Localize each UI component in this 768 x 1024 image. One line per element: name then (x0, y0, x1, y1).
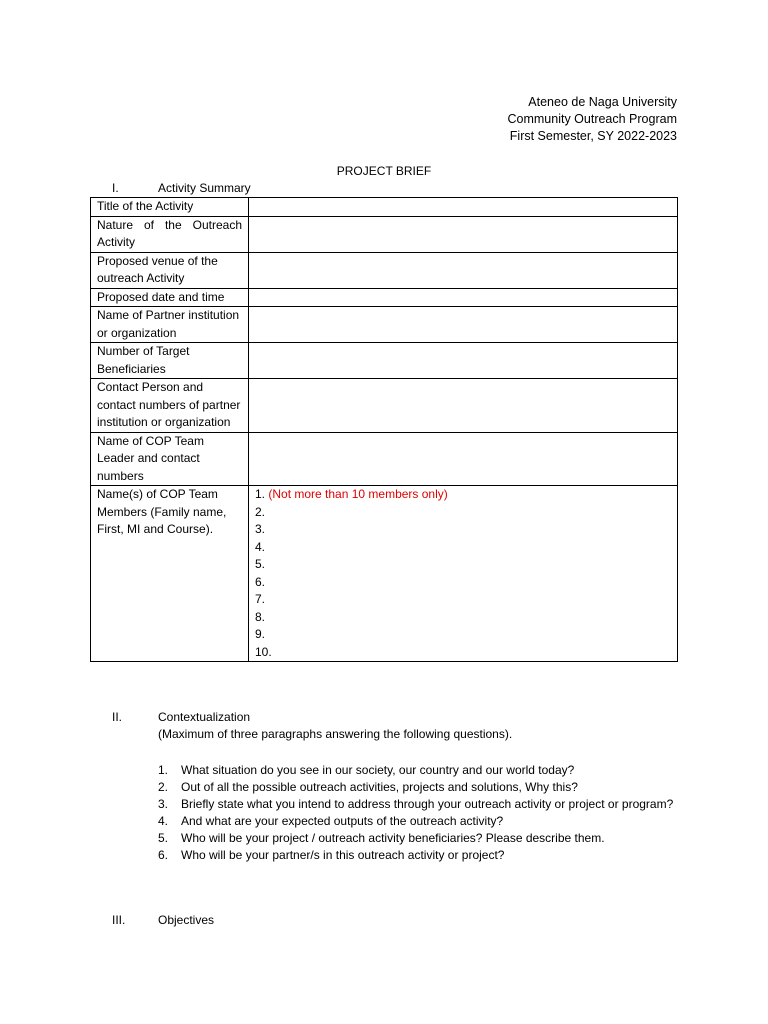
question-text: Who will be your project / outreach activity beneficiaries? Please describe them. (181, 831, 605, 845)
question-number: 3. (158, 797, 169, 811)
table-row (91, 252, 678, 288)
row-label: Number of Target Beneficiaries (91, 343, 249, 379)
question-number: 6. (158, 848, 169, 862)
table-row (91, 432, 678, 486)
list-item (158, 779, 678, 796)
row-value-cell (249, 307, 678, 343)
table-row (91, 307, 678, 343)
row-label: Contact Person and contact numbers of partner institution or organization (91, 379, 249, 433)
question-list (158, 762, 678, 864)
row-label: Name of Partner institution or organization (91, 307, 249, 343)
row-label: Proposed venue of the outreach Activity (91, 252, 249, 288)
document-title: PROJECT BRIEF (336, 164, 432, 178)
program-name: Community Outreach Program (507, 112, 677, 126)
member-number: 7. (255, 592, 266, 606)
university-name: Ateneo de Naga University (528, 95, 677, 109)
member-number: 2. (255, 504, 266, 519)
question-text: Out of all the possible outreach activities, projects and solutions, Why this? (181, 780, 578, 794)
section-1-title: Activity Summary (158, 181, 251, 195)
member-number: 6. (255, 574, 266, 589)
list-item (158, 813, 678, 830)
table-row (91, 198, 678, 217)
row-value-cell (249, 288, 678, 307)
document-header (507, 94, 677, 145)
row-label: Proposed date and time (91, 288, 249, 307)
list-item (158, 830, 678, 847)
members-label: Name(s) of COP Team Members (Family name, First, MI and Course). (91, 486, 249, 662)
row-value-cell (249, 216, 678, 252)
row-label: Title of the Activity (91, 198, 249, 217)
section-1-number: I. (112, 181, 119, 195)
question-text: Who will be your partner/s in this outreach activity or project? (181, 848, 505, 862)
list-item (158, 796, 678, 813)
table-row (91, 216, 678, 252)
member-number: 9. (255, 627, 266, 641)
question-number: 4. (158, 814, 169, 828)
member-number: 4. (255, 539, 266, 554)
question-number: 5. (158, 831, 169, 845)
member-number: 8. (255, 609, 266, 624)
section-3-title: Objectives (158, 913, 215, 927)
members-list-cell (249, 486, 678, 662)
question-number: 1. (158, 763, 169, 777)
table-row (91, 288, 678, 307)
members-limit-note: (Not more than 10 members only) (268, 487, 448, 501)
row-value-cell (249, 379, 678, 433)
activity-summary-table (90, 197, 678, 662)
question-text: And what are your expected outputs of the outreach activity? (181, 814, 504, 828)
members-row (91, 486, 678, 662)
list-item (158, 847, 678, 864)
row-value-cell (249, 252, 678, 288)
row-value-cell (249, 343, 678, 379)
question-number: 2. (158, 780, 169, 794)
question-text: Briefly state what you intend to address through your outreach activity or project or program? (181, 797, 674, 811)
row-label: Nature of the Outreach Activity (91, 216, 249, 252)
table-row (91, 343, 678, 379)
member-number: 3. (255, 522, 266, 536)
members-list (255, 486, 671, 661)
semester-label: First Semester, SY 2022-2023 (509, 129, 677, 143)
section-2-number: II. (112, 710, 123, 724)
question-text: What situation do you see in our society, our country and our world today? (181, 763, 575, 777)
member-number: 10. (255, 644, 272, 659)
member-line-1 (255, 486, 671, 504)
row-value-cell (249, 432, 678, 486)
section-2-title: Contextualization (158, 710, 251, 724)
member-number: 5. (255, 557, 266, 571)
table-row (91, 379, 678, 433)
section-3-number: III. (112, 913, 126, 927)
member-number: 1. (255, 487, 266, 501)
section-2-note: (Maximum of three paragraphs answering the following questions). (158, 727, 513, 741)
row-value-cell (249, 198, 678, 217)
list-item (158, 762, 678, 779)
row-label: Name of COP Team Leader and contact numbers (91, 432, 249, 486)
